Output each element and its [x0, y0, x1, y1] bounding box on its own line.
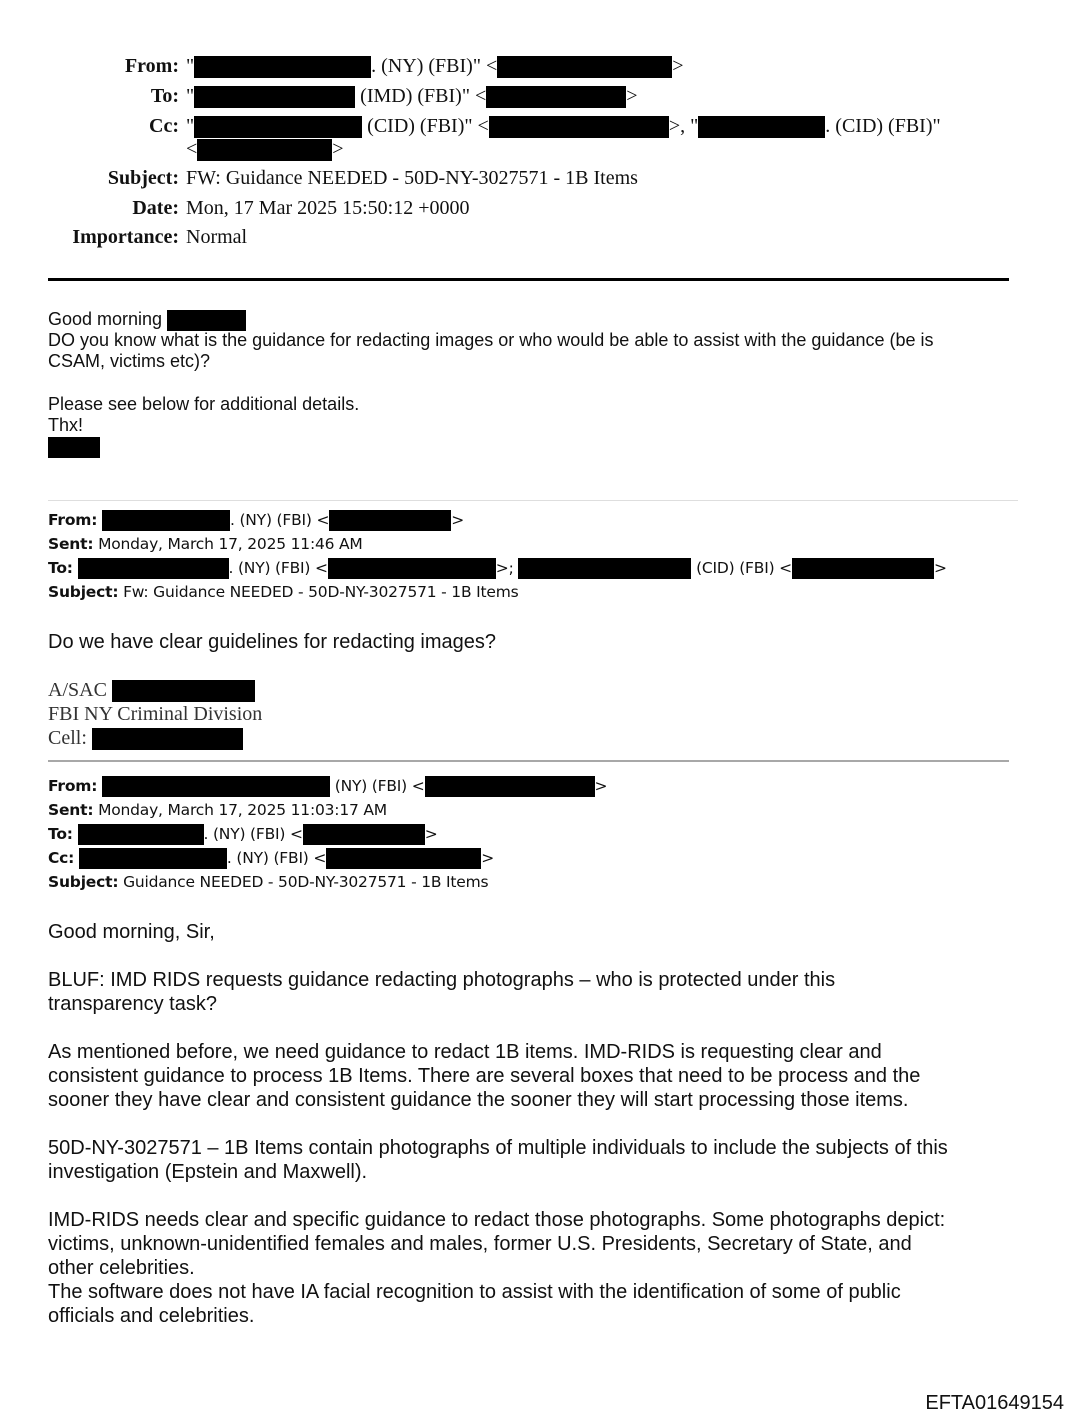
quoted-subject: Subject: Fw: Guidance NEEDED - 50D-NY-3027571 - 1B Items: [48, 583, 519, 601]
body-line: 50D-NY-3027571 – 1B Items contain photographs of multiple individuals to include the subjects of this: [48, 1137, 948, 1159]
redaction-block: [489, 116, 669, 138]
redaction-block: [303, 824, 425, 845]
quoted-sent: Sent: Monday, March 17, 2025 11:46 AM: [48, 535, 363, 553]
subject-value: FW: Guidance NEEDED - 50D-NY-3027571 - 1B Items: [186, 167, 638, 189]
redaction-block: [792, 558, 934, 579]
quoted-cc: Cc: . (NY) (FBI) < >: [48, 849, 494, 867]
body-line: Please see below for additional details.: [48, 394, 360, 414]
quoted-body-line: Do we have clear guidelines for redacting images?: [48, 631, 497, 653]
quoted-to: To: . (NY) (FBI) < >: [48, 825, 438, 843]
subject-label: Subject:: [107, 167, 179, 189]
redaction-block: [92, 728, 243, 750]
greeting-line: Good morning: [48, 309, 246, 331]
body-line: As mentioned before, we need guidance to redact 1B items. IMD-RIDS is requesting clear and: [48, 1041, 882, 1063]
body-line: IMD-RIDS needs clear and specific guidance to redact those photographs. Some photographs depict:: [48, 1209, 946, 1231]
cc-label: Cc:: [149, 115, 179, 137]
date-label: Date:: [132, 197, 179, 219]
quoted-sent: Sent: Monday, March 17, 2025 11:03:17 AM: [48, 801, 387, 819]
document-id: EFTA01649154: [925, 1392, 1064, 1414]
to-label: To:: [150, 85, 179, 107]
quoted-subject: Subject: Guidance NEEDED - 50D-NY-3027571 - 1B Items: [48, 873, 489, 891]
body-line: consistent guidance to process 1B Items. There are several boxes that need to be process and the: [48, 1065, 921, 1087]
redaction-block: [326, 848, 481, 869]
body-line: other celebrities.: [48, 1257, 195, 1279]
redaction-block: [329, 510, 451, 531]
quoted-from: From: (NY) (FBI) < >: [48, 777, 608, 795]
redaction-block: [497, 56, 672, 78]
body-line: sooner they have clear and consistent guidance the sooner they will start processing those items.: [48, 1089, 909, 1111]
to-value: " (IMD) (FBI)" < >: [186, 85, 638, 107]
from-label: From:: [124, 55, 179, 77]
header-divider: [48, 278, 1009, 281]
redaction-block: [194, 86, 355, 108]
importance-value: Normal: [186, 226, 248, 248]
redaction-block: [328, 558, 496, 579]
body-line: The software does not have IA facial recognition to assist with the identification of some of public: [48, 1281, 901, 1303]
redaction-block: [79, 848, 227, 869]
cc-value: " (CID) (FBI)" < >, " . (CID) (FBI)": [186, 115, 941, 137]
body-line: Good morning, Sir,: [48, 921, 215, 943]
redaction-block: [167, 310, 246, 331]
signature-redaction: [48, 437, 100, 458]
redaction-block: [112, 680, 255, 702]
body-line: victims, unknown-unidentified females and males, former U.S. Presidents, Secretary of State, and: [48, 1233, 912, 1255]
signature-division: FBI NY Criminal Division: [48, 703, 263, 725]
body-line: CSAM, victims etc)?: [48, 351, 211, 371]
redaction-block: [102, 510, 230, 531]
redaction-block: [425, 776, 595, 797]
redaction-block: [194, 116, 362, 138]
body-line: transparency task?: [48, 993, 217, 1015]
quoted-to: To: . (NY) (FBI) < >; (CID) (FBI) < >: [48, 559, 947, 577]
cc-value-line2: < >: [186, 138, 344, 160]
redaction-block: [78, 824, 204, 845]
body-line: officials and celebrities.: [48, 1305, 255, 1327]
body-line: Thx!: [48, 415, 84, 435]
body-line: investigation (Epstein and Maxwell).: [48, 1161, 368, 1183]
date-value: Mon, 17 Mar 2025 15:50:12 +0000: [186, 197, 470, 219]
section-divider: [48, 760, 1009, 762]
signature-title: A/SAC: [48, 678, 255, 702]
quoted-from: From: . (NY) (FBI) < >: [48, 511, 465, 529]
from-value: " . (NY) (FBI)" < >: [186, 55, 684, 77]
redaction-block: [486, 86, 626, 108]
body-line: DO you know what is the guidance for redacting images or who would be able to assist with the guidance (be is: [48, 330, 934, 350]
redaction-block: [698, 116, 825, 138]
section-divider: [48, 500, 1018, 501]
body-line: BLUF: IMD RIDS requests guidance redacting photographs – who is protected under this: [48, 969, 836, 991]
redaction-block: [518, 558, 691, 579]
redaction-block: [78, 558, 229, 579]
redaction-block: [197, 139, 332, 161]
importance-label: Importance:: [72, 226, 179, 248]
redaction-block: [102, 776, 330, 797]
signature-cell: Cell:: [48, 726, 243, 750]
redaction-block: [194, 56, 371, 78]
